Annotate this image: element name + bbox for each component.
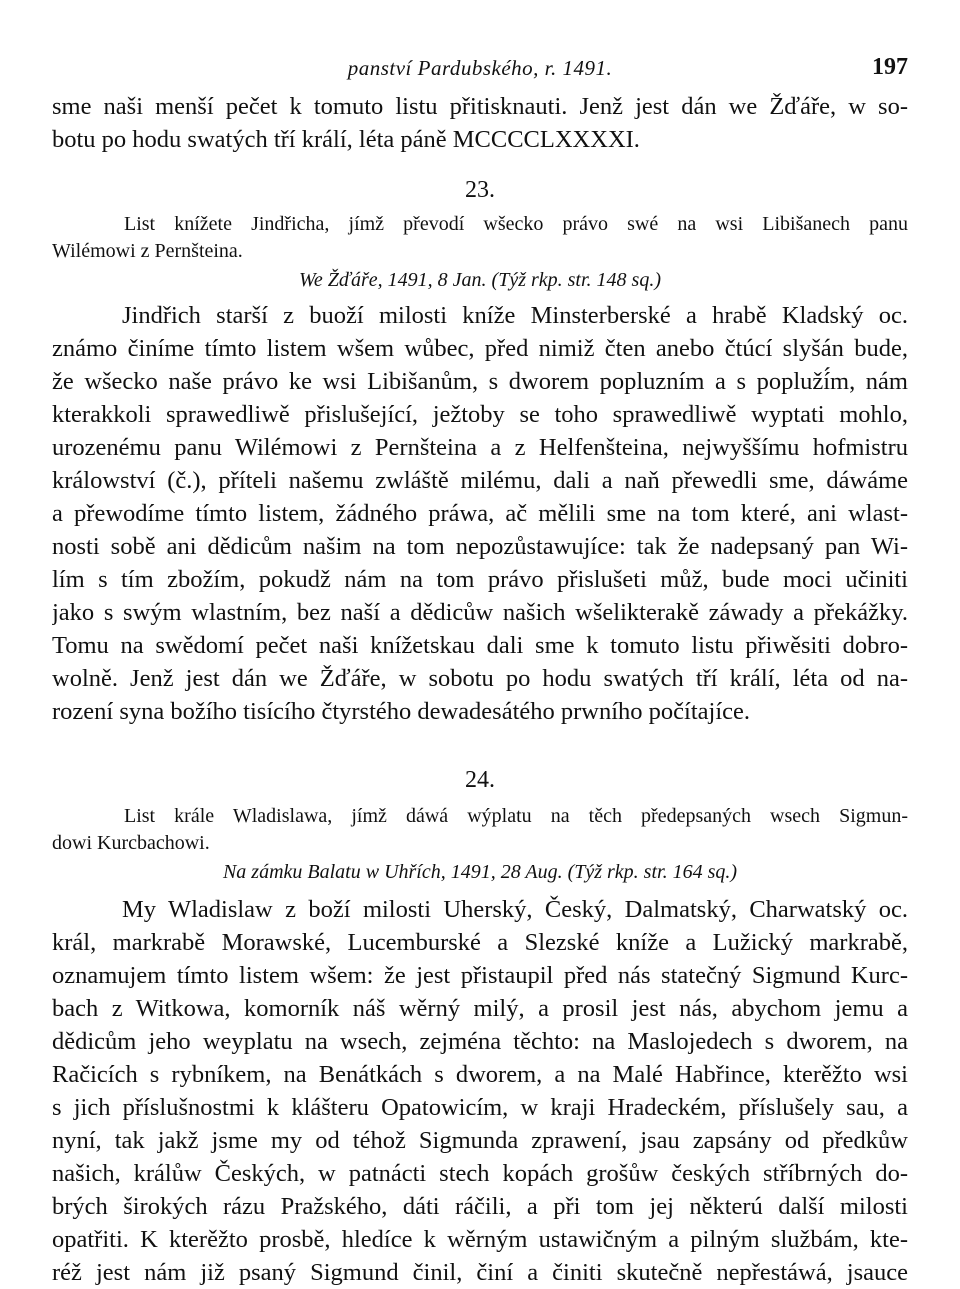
text-line: Jindřich starší z buoží milosti kníže Minsterberské a hrabě Kladský oc. xyxy=(122,302,908,329)
document-number: 24. xyxy=(465,767,495,793)
document-text xyxy=(52,299,908,728)
text-line: My Wladislaw z boží milosti Uherský, Český, Dalmatský, Charwatský oc. xyxy=(122,896,908,923)
text-line: brých širokých rázu Pražského, dáti ráčili, a při tom jej některú další milosti xyxy=(52,1193,908,1220)
text-line: známo činíme tímto listem wšem wůbec, před nimiž čten anebo čtúcí slyšán bude, xyxy=(52,335,908,362)
text-line: našich, králůw Českých, w patnácti stech kopách grošůw českých stříbrných do- xyxy=(52,1160,908,1187)
summary-line: Wilémowi z Pernšteina. xyxy=(52,240,243,262)
text-line: král, markrabě Morawské, Lucemburské a Slezské kníže a Lužický markrabě, xyxy=(52,929,908,956)
text-line: oznamujem tímto listem wšem: že jest přistaupil před nás statečný Sigmund Kurc- xyxy=(52,962,908,989)
text-line: urozenému panu Wilémowi z Pernšteina a z Helfenšteina, nejwyššímu hofmistru xyxy=(52,434,908,461)
text-line: bach z Witkowa, komorník náš wěrný milý, a prosil jest nás, abychom jemu a xyxy=(52,995,908,1022)
document-number: 23. xyxy=(465,177,495,203)
dateline: We Žďáře, 1491, 8 Jan. (Týž rkp. str. 148 sq.) xyxy=(299,269,661,291)
text-line: králowství (č.), příteli našemu zwláště milému, dali a naň přewedli sme, dáwáme xyxy=(52,467,908,494)
text-line: nosti sobě ani dědicům našim na tom nepozůstawujíce: tak že nadepsaný pan Wi- xyxy=(52,533,908,560)
text-line: opatřiti. K kterěžto prosbě, hledíce k wěrným ustawičným a pilným službám, kte- xyxy=(52,1226,908,1253)
text-line: wolně. Jenž jest dán we Žďáře, w sobotu po hodu swatých tří králí, léta od na- xyxy=(52,665,908,692)
text-line: a přewodíme tímto listem, žádného práwa, ač mělili sme na tom které, ani wlast- xyxy=(52,500,908,527)
text-line: jako s swým wlastním, bez naší a dědicůw našich wšelikterakě záwady a překážky. xyxy=(52,599,908,626)
summary-line: List krále Wladislawa, jímž dáwá wýplatu na těch předepsaných wsech Sigmun- xyxy=(124,805,908,827)
summary-line: dowi Kurcbachowi. xyxy=(52,832,210,854)
book-page xyxy=(52,56,908,1289)
dateline: Na zámku Balatu w Uhřích, 1491, 28 Aug. (Týž rkp. str. 164 sq.) xyxy=(222,861,738,883)
text-line: réž jest nám již psaný Sigmund činil, činí a činiti skutečně nepřestáwá, jsauce xyxy=(52,1259,908,1286)
text-line: nyní, tak jakž jsme my od téhož Sigmunda zprawení, jsau zapsány od předkůw xyxy=(52,1127,908,1154)
text-line: kterakkoli sprawedliwě přislušející, ježtoby se toho sprawedliwě wyptati mohlo, xyxy=(52,401,908,428)
intro-paragraph xyxy=(52,90,908,156)
document-summary xyxy=(52,803,908,857)
document-summary xyxy=(52,211,908,265)
text-line: že wšecko naše právo ke wsi Libišanům, s dworem popluzním a s popluží́m, nám xyxy=(52,368,908,395)
text-line: rození syna božího tisícího čtyrstého dewadesátého prwního počítajíce. xyxy=(52,698,751,725)
text-line: s jich příslušnostmi k klášteru Opatowicím, w kraji Hradeckém, příslušely sau, a xyxy=(52,1094,908,1121)
text-line: sme naši menší pečet k tomuto listu přitisknauti. Jenž jest dán we Žďáře, w so- xyxy=(52,93,908,120)
text-line: Račicích s rybníkem, na Benátkách s dworem, a na Malé Habřince, kterěžto wsi xyxy=(52,1061,908,1088)
summary-line: List knížete Jindřicha, jímž převodí wšecko právo swé na wsi Libišanech panu xyxy=(124,213,908,235)
page-header xyxy=(52,56,908,90)
document-text xyxy=(52,893,908,1289)
text-line: botu po hodu swatých tří králí, léta páně MCCCCLXXXXI. xyxy=(52,126,640,153)
running-head: panství Pardubského, r. 1491. xyxy=(347,56,613,80)
text-line: dědicům jeho weyplatu na wsech, zejména těchto: na Maslojedech s dworem, na xyxy=(52,1028,908,1055)
text-line: Tomu na swědomí pečet naši knížetskau dali sme k tomuto listu přiwěsiti dobro- xyxy=(52,632,908,659)
text-line: lím s tím zbožím, pokudž nám na tom právo přislušeti můž, bude moci učiniti xyxy=(52,566,908,593)
page-number: 197 xyxy=(872,54,908,80)
